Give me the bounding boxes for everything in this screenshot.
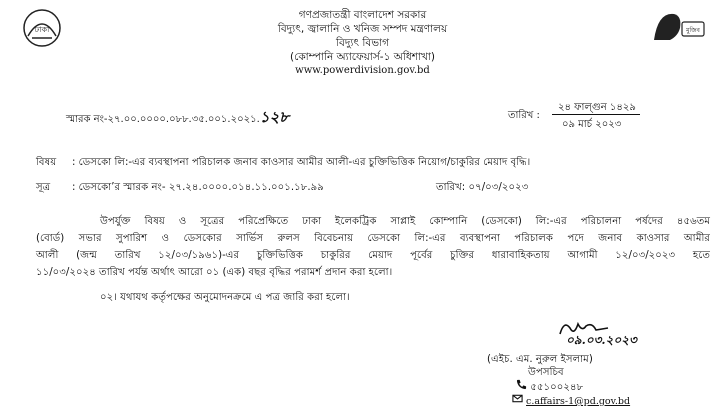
right-logo-text: মুজিব — [686, 27, 700, 34]
subject-text: : ডেসকো লি:-এর ব্যবস্থাপনা পরিচালক জনাব কাওসার আমীর আলী-এর চুক্তিভিত্তিক নিয়োগ/চাকুরির মেয়াদ বৃদ্ধি। — [72, 157, 531, 168]
memo-number — [66, 106, 289, 131]
email-contact — [512, 393, 630, 407]
email-address[interactable]: c.affairs-1@pd.gov.bd — [526, 396, 631, 407]
signatory-designation: উপসচিব — [528, 367, 564, 378]
website-link[interactable]: www.powerdivision.gov.bd — [295, 65, 430, 76]
email-icon — [512, 393, 523, 404]
date-english: ০৯ মার্চ ২০২৩ — [562, 119, 622, 130]
memo-number-label: স্মারক নং-২৭.০০.০০০০.০৮৮.৩৫.০০১.২০২১. — [66, 114, 260, 125]
signatory-name: (এইচ. এম. নুরুল ইসলাম) — [487, 354, 593, 365]
phone-number: ৫৫১০০২৪৮ — [530, 382, 584, 393]
body-paragraph-2: ০২। যথাযথ কর্তৃপক্ষের অনুমোদনক্রমে এ পত্র জারি করা হলো। — [100, 292, 350, 303]
date-label: তারিখ : — [508, 110, 540, 121]
source-label: সূত্র — [36, 182, 51, 193]
header-line-division: বিদ্যুৎ বিভাগ — [336, 37, 389, 49]
header-line-ministry: বিদ্যুৎ, জ্বালানি ও খনিজ সম্পদ মন্ত্রণালয় — [277, 23, 448, 35]
body-line-1: উপর্যুক্ত বিষয় ও সূত্রের পরিপ্রেক্ষিতে ঢাকা ইলেকট্রিক সাপ্লাই কোম্পানি (ডেসকো) লি:-এর পরিচালনা পর্ষদের ৪৫৬তম — [100, 216, 710, 227]
body-line-4: ১১/০৩/২০২৪ তারিখ পর্যন্ত অর্থাৎ আরো ০১ (এক) বছর বৃদ্ধির পরামর্শ প্রদান করা হলো। — [36, 267, 393, 278]
left-logo-text: ঢাকা — [34, 25, 50, 34]
date-divider — [552, 114, 640, 115]
date-bangla: ২৪ ফাল্গুন ১৪২৯ — [558, 102, 636, 113]
signature-date: ০৯.০৩.২০২৩ — [566, 333, 637, 347]
source-text: : ডেসকো’র স্মারক নং- ২৭.২৪.০০০০.০১৪.১১.০০১.১৮.৯৯ — [72, 182, 324, 193]
header-line-wing: (কোম্পানি অ্যাফেয়ার্স-১ অধিশাখা) — [289, 51, 436, 63]
memo-number-handwritten: ১২৮ — [259, 108, 289, 126]
body-line-2: (বোর্ড) সভার সুপারিশ ও ডেসকোর সার্ভিস রুলস বিবেচনায় ডেসকো লি:-এর ব্যবস্থাপনা পরিচালক পদে জনাব কাওসার আমীর — [36, 233, 710, 244]
phone-icon — [516, 379, 527, 390]
subject-label: বিষয় — [36, 157, 57, 168]
header-line-government: গণপ্রজাতন্ত্রী বাংলাদেশ সরকার — [298, 9, 427, 21]
body-line-3: আলী (জন্ম তারিখ ১২/০৩/১৯৬১)-এর চুক্তিভিত্তিক চাকুরির মেয়াদ পূর্বের চুক্তির ধারাবাহিকতায় আগামী ১২/০৩/২০২৩ হতে — [36, 250, 710, 261]
source-date: তারিখ: ০৭/০৩/২০২৩ — [436, 182, 529, 193]
